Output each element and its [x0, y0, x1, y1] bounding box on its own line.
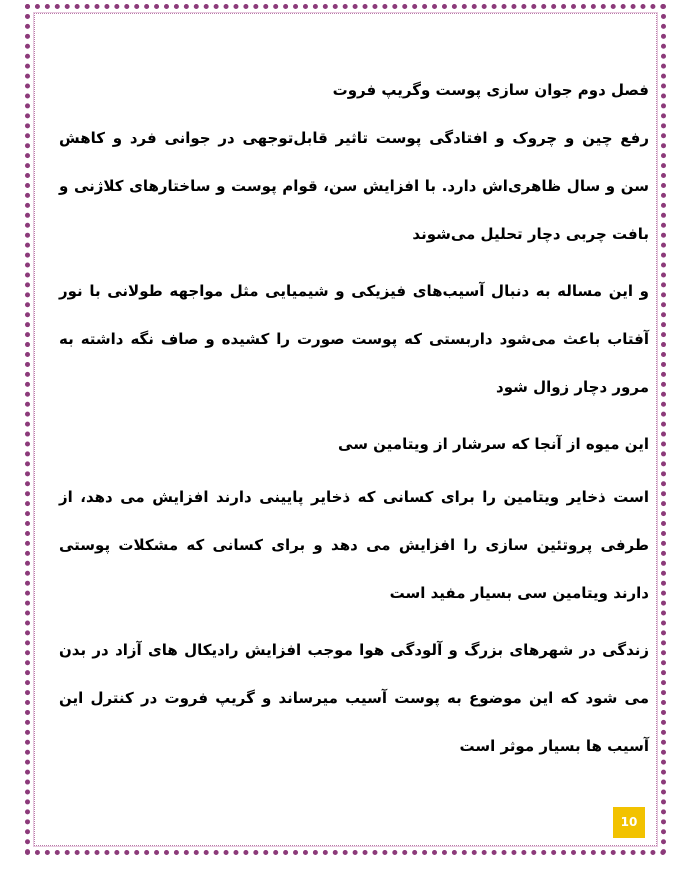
paragraph-sun-damage: و این مساله به دنبال آسیب‌های فیزیکی و شیمیایی مثل مواجهه طولانی با نور آفتاب باعث می‌شود داربستی که پوست صورت را کشیده و صاف نگه داشته به مرور دچار زوال شود: [59, 282, 649, 396]
paragraph-pollution-free-radicals: زندگی در شهرهای بزرگ و آلودگی هوا موجب افزایش رادیکال های آزاد در بدن می شود که این موضوع به پوست آسیب میرساند و گریپ فروت در کنترل این آسیب ها بسیار موثر است: [59, 641, 649, 755]
paragraph-vitamin-c-benefits: است ذخایر ویتامین را برای کسانی که ذخایر پایینی دارند افزایش می دهد، از طرفی پروتئین سازی را افزایش می دهد و برای کسانی که مشکلات پوستی دارند ویتامین سی بسیار مفید است: [59, 488, 649, 602]
page-number-badge: 10: [613, 807, 645, 838]
paragraph-skin-aging: رفع چین و چروک و افتادگی پوست تاثیر قابل‌توجهی در جوانی فرد و کاهش سن و سال ظاهری‌اش دارد. با افزایش سن، قوام پوست و ساختارهای کلاژنی و بافت چربی دچار تحلیل می‌شوند: [59, 129, 649, 243]
chapter-heading: فصل دوم جوان سازی پوست وگریپ فروت: [332, 81, 649, 99]
paragraph-vitamin-c-intro: این میوه از آنجا که سرشار از ویتامین سی: [338, 435, 649, 453]
